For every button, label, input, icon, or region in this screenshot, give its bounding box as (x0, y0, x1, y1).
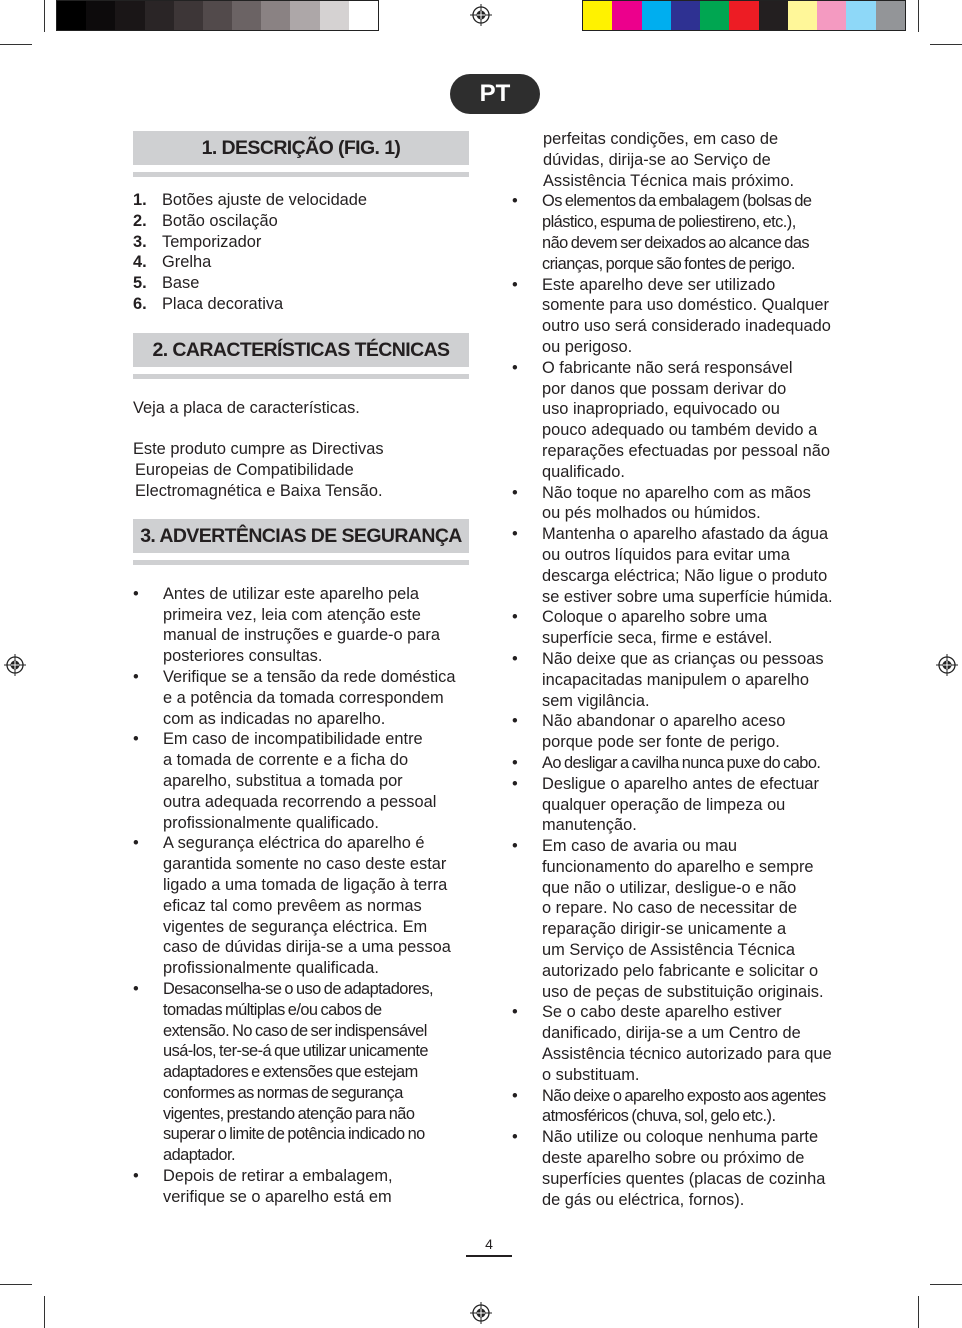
text-line: que não o utilizar, desligue-o e não (542, 878, 797, 897)
text-line: Em caso de incompatibilidade entre (163, 730, 423, 749)
text-line: Não toque no aparelho com as mãos (542, 483, 811, 502)
text-line: pouco adequado ou também devido a (542, 421, 818, 440)
description-item (133, 232, 469, 253)
safety-item-text (163, 979, 469, 1166)
text-line: extensão. No caso de ser indispensável (163, 1021, 427, 1040)
text-line: danificado, dirija-se a um Centro de (542, 1024, 801, 1043)
text-line: descarga eléctrica; Não ligue o produto (542, 566, 828, 585)
text-line: ligado a uma tomada de ligação à terra (163, 875, 448, 894)
safety-item-text (163, 1166, 469, 1208)
text-line: Não deixe o aparelho exposto aos agentes (542, 1086, 826, 1105)
registration-mark-icon (936, 654, 958, 676)
safety-item (512, 191, 852, 274)
text-line: reparações efectuadas por pessoal não (542, 441, 830, 460)
text-line: ou perigoso. (542, 337, 633, 356)
item-label: Botão oscilação (162, 211, 278, 230)
color-swatch (145, 1, 174, 30)
text-line: Ao desligar a cavilha nunca puxe do cabo. (542, 753, 821, 772)
description-item (133, 190, 469, 211)
color-swatch (817, 1, 846, 30)
item-label: Base (162, 274, 200, 293)
safety-item-text (542, 607, 852, 649)
text-line: Assistência técnico autorizado para que (542, 1045, 832, 1064)
item-number: 1. (133, 191, 147, 209)
text-line: porque pode ser fonte de perigo. (542, 733, 780, 752)
text-line: superar o limite de potência indicado no (163, 1125, 425, 1144)
safety-item-text (163, 833, 469, 979)
bullet-icon: • (512, 712, 518, 731)
color-swatch (115, 1, 144, 30)
text-line: e a potência da tomada correspondem (163, 688, 444, 707)
heading-rule (133, 560, 469, 565)
text-line: outra adequada recorrendo a pessoal (163, 792, 437, 811)
color-swatch (612, 1, 641, 30)
text-line: vigentes, prestando atenção para não (163, 1104, 415, 1123)
bullet-icon: • (133, 834, 139, 853)
text-line: Este aparelho deve ser utilizado (542, 275, 776, 294)
text-line: primeira vez, leia com atenção este (163, 605, 421, 624)
color-swatch (788, 1, 817, 30)
text-line: de gás ou eléctrica, fornos). (542, 1190, 745, 1209)
safety-item-text (163, 667, 469, 729)
item-label: Temporizador (162, 232, 262, 251)
grayscale-color-bar (56, 0, 379, 31)
text-line: O fabricante não será responsável (542, 358, 793, 377)
bullet-icon: • (133, 584, 139, 603)
page-number-rule (466, 1255, 512, 1257)
safety-item (133, 833, 469, 979)
item-number: 2. (133, 211, 147, 230)
safety-item-text (542, 774, 852, 836)
text-line: adaptador. (163, 1146, 235, 1165)
color-swatch (642, 1, 671, 30)
crop-mark (918, 0, 919, 32)
text-line: superfície seca, firme e estável. (542, 629, 773, 648)
safety-item-text (542, 191, 852, 274)
safety-item-text (542, 1086, 852, 1128)
left-column (133, 131, 469, 1208)
text-line: Depois de retirar a embalagem, (163, 1167, 393, 1186)
text-line: deste aparelho sobre ou próximo de (542, 1149, 805, 1168)
text-line: um Serviço de Assistência Técnica (542, 941, 795, 960)
safety-item-text (542, 524, 852, 607)
text-line: autorizado pelo fabricante e solicitar o (542, 961, 819, 980)
color-swatch (203, 1, 232, 30)
bullet-icon: • (133, 1167, 139, 1186)
text-line: outro uso será considerado inadequado (542, 317, 831, 336)
text-line: Não abandonar o aparelho aceso (542, 712, 786, 731)
color-swatch (846, 1, 875, 30)
text-line: perfeitas condições, em caso de (543, 130, 779, 148)
description-list (133, 190, 469, 315)
safety-item (512, 774, 852, 836)
text-line: vigentes de segurança eléctrica. Em (163, 917, 428, 936)
text-line: ou pés molhados ou húmidos. (542, 504, 761, 523)
bullet-icon: • (512, 753, 518, 772)
safety-item (133, 1166, 469, 1208)
description-item (133, 294, 469, 315)
text-line: crianças, porque são fontes de perigo. (542, 254, 795, 273)
text-line: Os elementos da embalagem (bolsas de (542, 192, 812, 211)
safety-item-text (542, 1002, 852, 1085)
color-swatch (261, 1, 290, 30)
safety-item-text (542, 1127, 852, 1210)
bullet-icon: • (512, 774, 518, 793)
bullet-icon: • (512, 1128, 518, 1147)
text-line: Desaconselha-se o uso de adaptadores, (163, 979, 433, 998)
heading-rule (133, 374, 469, 379)
safety-list-left (133, 584, 469, 1208)
text-line: Coloque o aparelho sobre uma (542, 608, 768, 627)
safety-item (512, 483, 852, 525)
text-line: manutenção. (542, 816, 637, 835)
text-line: com as indicadas no aparelho. (163, 709, 386, 728)
bullet-icon: • (512, 837, 518, 856)
text-line: conformes as normas de segurança (163, 1083, 403, 1102)
crop-mark (0, 44, 32, 45)
language-badge: PT (450, 74, 540, 114)
safety-item (512, 275, 852, 358)
directives-paragraph (133, 439, 469, 501)
text-line: Em caso de avaria ou mau (542, 837, 737, 856)
text-line: somente para uso doméstico. Qualquer (542, 296, 829, 315)
safety-item (512, 753, 852, 774)
color-swatch (232, 1, 261, 30)
safety-item-text (542, 836, 852, 1002)
bullet-icon: • (512, 649, 518, 668)
text-line: Desligue o aparelho antes de efectuar (542, 774, 820, 793)
page-number: 4 (485, 1236, 493, 1252)
text-line: se estiver sobre uma superfície húmida. (542, 587, 833, 606)
text-line: verifique se o aparelho está em (163, 1187, 392, 1206)
bullet-icon: • (512, 275, 518, 294)
item-number: 5. (133, 274, 147, 293)
safety-item (512, 524, 852, 607)
color-swatch (57, 1, 86, 30)
description-item (133, 273, 469, 294)
text-line: usá-los, ter-se-á que utilizar unicamente (163, 1042, 428, 1061)
item-label: Grelha (162, 253, 212, 272)
text-line: a tomada de corrente e a ficha do (163, 751, 409, 770)
crop-mark (930, 1284, 962, 1285)
text-line: uso de peças de substituição originais. (542, 982, 824, 1001)
bullet-icon: • (512, 1086, 518, 1105)
directives-line: Europeias de Compatibilidade (135, 461, 354, 480)
color-swatch (583, 1, 612, 30)
safety-item-text (542, 483, 852, 525)
text-line: profissionalmente qualificada. (163, 959, 379, 978)
item-number: 3. (133, 232, 147, 251)
text-line: adaptadores e extensões que estejam (163, 1063, 418, 1082)
safety-item (512, 1002, 852, 1085)
color-swatch (86, 1, 115, 30)
crop-mark (44, 0, 45, 32)
item-number: 4. (133, 253, 147, 272)
crop-mark (0, 1284, 32, 1285)
item-number: 6. (133, 294, 147, 313)
safety-item (133, 667, 469, 729)
crop-mark (930, 44, 962, 45)
bullet-icon: • (512, 192, 518, 211)
text-line: garantida somente no caso deste estar (163, 855, 447, 874)
text-line: Não deixe que as crianças ou pessoas (542, 649, 824, 668)
text-line: manual de instruções e guarde-o para (163, 626, 440, 645)
text-line: funcionamento do aparelho e sempre (542, 857, 814, 876)
text-line: Verifique se a tensão da rede doméstica (163, 667, 456, 686)
process-color-bar (582, 0, 906, 31)
text-line: Mantenha o aparelho afastado da água (542, 525, 829, 544)
color-swatch (876, 1, 905, 30)
safety-item (512, 711, 852, 753)
text-line: profissionalmente qualificado. (163, 813, 379, 832)
specs-paragraph: Veja a placa de características. (133, 398, 360, 417)
text-line: posteriores consultas. (163, 647, 323, 666)
color-swatch (174, 1, 203, 30)
text-line: Não utilize ou coloque nenhuma parte (542, 1128, 819, 1147)
safety-item (512, 1127, 852, 1210)
safety-item-text (542, 275, 852, 358)
safety-item (512, 607, 852, 649)
text-line: eficaz tal como prevêem as normas (163, 896, 422, 915)
safety-item-text (163, 584, 469, 667)
safety-item (512, 1086, 852, 1128)
text-line: atmosféricos (chuva, sol, gelo etc.). (542, 1107, 776, 1126)
safety-item-text (542, 358, 852, 483)
text-line: Antes de utilizar este aparelho pela (163, 584, 420, 603)
crop-mark (44, 1296, 45, 1328)
text-line: incapacitadas manipulem o aparelho (542, 670, 809, 689)
text-line: qualificado. (542, 462, 625, 481)
text-line: sem vigilância. (542, 691, 650, 710)
color-swatch (349, 1, 378, 30)
item-label: Placa decorativa (162, 294, 284, 313)
bullet-icon: • (133, 730, 139, 749)
safety-item (133, 979, 469, 1166)
section-heading-description: 1. DESCRIÇÃO (FIG. 1) (133, 131, 469, 165)
item-label: Botões ajuste de velocidade (162, 191, 368, 209)
heading-rule (133, 172, 469, 177)
safety-item-text (542, 753, 852, 774)
description-item (133, 252, 469, 273)
safety-item-text (163, 729, 469, 833)
text-line: ou outros líquidos para evitar uma (542, 545, 790, 564)
bullet-icon: • (133, 979, 139, 998)
color-swatch (290, 1, 319, 30)
text-line: tomadas múltiplas e/ou cabos de (163, 1000, 382, 1019)
safety-item (133, 584, 469, 667)
text-line: superfícies quentes (placas de cozinha (542, 1169, 826, 1188)
color-swatch (759, 1, 788, 30)
safety-item-text (542, 711, 852, 753)
section-heading-safety: 3. ADVERTÊNCIAS DE SEGURANÇA (133, 519, 469, 553)
registration-mark-icon (470, 4, 492, 26)
text-line: qualquer operação de limpeza ou (542, 795, 786, 814)
color-swatch (671, 1, 700, 30)
safety-item-text (542, 649, 852, 711)
text-line: caso de dúvidas dirija-se a uma pessoa (163, 938, 451, 957)
bullet-icon: • (512, 608, 518, 627)
text-line: reparação dirigir-se unicamente a (542, 920, 787, 939)
safety-item (512, 836, 852, 1002)
section-heading-specs: 2. CARACTERÍSTICAS TÉCNICAS (133, 333, 469, 367)
color-swatch (320, 1, 349, 30)
bullet-icon: • (512, 358, 518, 377)
text-line: o repare. No caso de necessitar de (542, 899, 798, 918)
safety-item (512, 649, 852, 711)
text-line: Se o cabo deste aparelho estiver (542, 1003, 782, 1022)
directives-line: Este produto cumpre as Directivas (133, 440, 384, 459)
text-line: aparelho, substitua a tomada por (163, 771, 403, 790)
directives-line: Electromagnética e Baixa Tensão. (135, 481, 383, 500)
bullet-icon: • (512, 483, 518, 502)
safety-continuation (512, 129, 852, 191)
safety-item (512, 358, 852, 483)
text-line: dúvidas, dirija-se ao Serviço de (543, 150, 771, 169)
bullet-icon: • (512, 1003, 518, 1022)
bullet-icon: • (512, 525, 518, 544)
text-line: plástico, espuma de poliestireno, etc.), (542, 213, 796, 232)
crop-mark (918, 1296, 919, 1328)
safety-item (133, 729, 469, 833)
text-line: Assistência Técnica mais próximo. (543, 171, 795, 190)
text-line: por danos que possam derivar do (542, 379, 787, 398)
bullet-icon: • (133, 667, 139, 686)
registration-mark-icon (4, 654, 26, 676)
text-line: A segurança eléctrica do aparelho é (163, 834, 425, 853)
description-item (133, 211, 469, 232)
text-line: não devem ser deixados ao alcance das (542, 233, 810, 252)
registration-mark-icon (470, 1302, 492, 1324)
text-line: uso inapropriado, equivocado ou (542, 400, 780, 419)
color-swatch (729, 1, 758, 30)
safety-list-right (512, 191, 852, 1210)
right-column (512, 129, 852, 1210)
color-swatch (700, 1, 729, 30)
text-line: o substituam. (542, 1065, 640, 1084)
